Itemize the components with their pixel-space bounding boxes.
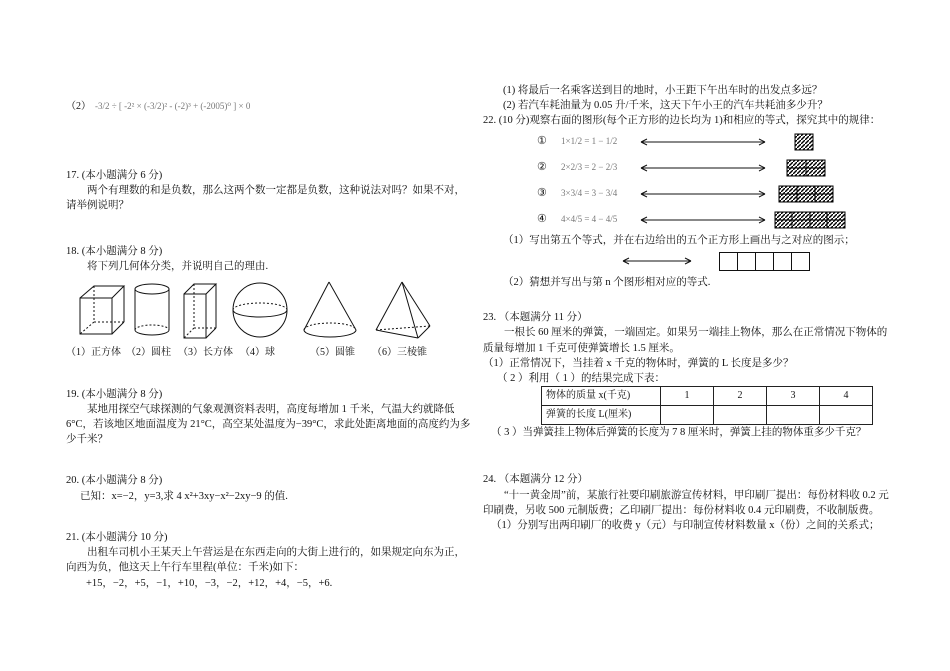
row-number-2: ②: [537, 160, 547, 173]
q21-heading: 21. (本小题满分 10 分): [66, 531, 168, 543]
solid-label-6: （6）三棱锥: [372, 347, 427, 359]
table-cell-blank[interactable]: [820, 406, 873, 425]
hatched-blocks-2: [785, 158, 845, 178]
blank-square[interactable]: [737, 252, 756, 271]
solid-label-3: （3）长方体: [178, 347, 233, 359]
q18-text: 将下列几何体分类，并说明自己的理由.: [87, 260, 269, 272]
table-cell: 3: [767, 387, 820, 406]
table-row-label-mass: 物体的质量 x(千克): [542, 387, 661, 406]
q23-sub3: （ 3 ）当弹簧挂上物体后弹簧的长度为 7 8 厘米时，弹簧上挂的物体重多少千克？: [491, 427, 867, 439]
row-equation-1: 1×1/2 = 1 − 1/2: [561, 136, 618, 147]
q21-sub1: (1) 将最后一名乘客送到目的地时，小王距下午出车时的出发点多远？: [503, 85, 823, 96]
q22-pattern-4: [483, 207, 893, 233]
pyramid-shape: [376, 282, 430, 338]
row-number-3: ③: [537, 186, 547, 199]
solids-labels: [66, 346, 471, 361]
q19-text: 某地用探空气球探测的气象观测资料表明，高度每增加 1 千米，气温大约就降低 6°C，若该地区地面温度为 21°C，高空某处温度为−39°C，求此处距离地面的高度约为多少千米？: [66, 403, 471, 446]
table-cell: 1: [661, 387, 714, 406]
q24-sub1: （1）分别写出两印刷厂的收费 y（元）与印制宣传材料数量 x（份）之间的关系式；: [491, 520, 880, 532]
q24-heading: 24. （本题满分 12 分）: [483, 474, 588, 486]
q22-answer-squares-row: [621, 252, 893, 271]
five-blank-squares[interactable]: [719, 252, 809, 271]
table-row: [542, 387, 873, 406]
q22-sub2: （2）猜想并写出与第 n 个图形相对应的等式.: [503, 276, 711, 288]
q18-heading: 18. (本小题满分 8 分): [66, 245, 163, 257]
q20-text: 已知：x=−2，y=3,求 4 x²+3xy−x²−2xy−9 的值.: [80, 490, 288, 502]
row-number-1: ①: [537, 134, 547, 147]
q22-sub1: （1）写出第五个等式，并在右边给出的五个正方形上画出与之对应的图示；: [503, 234, 855, 246]
table-cell: 2: [714, 387, 767, 406]
row-number-4: ④: [537, 212, 547, 225]
hatched-blocks-1: [793, 132, 853, 152]
double-arrow: [639, 189, 767, 199]
double-arrow: [639, 163, 767, 173]
q22-pattern-2: [483, 155, 893, 181]
left-column: [66, 90, 471, 591]
q17-text: 两个有理数的和是负数，那么这两个数一定都是负数，这种说法对吗？如果不对，请举例说明？: [66, 185, 465, 212]
q22-heading: 22. (10 分)观察右面的图形(每个正方形的边长均为 1)和相应的等式，探究其中的规律：: [483, 115, 881, 127]
question-20: [66, 473, 471, 503]
table-cell-blank[interactable]: [767, 406, 820, 425]
question-23: [483, 310, 893, 440]
question-17: [66, 168, 471, 214]
q16-part2-expression: -3/2 ÷ [ -2² × (-3/2)² - (-2)³ + (-2005)⁰ ] × 0: [95, 101, 251, 112]
table-row-label-length: 弹簧的长度 L(厘米): [542, 406, 661, 425]
double-arrow: [621, 256, 693, 266]
question-22: [483, 113, 893, 290]
hatched-blocks-4: [773, 210, 853, 230]
cuboid-shape: [184, 284, 216, 338]
q23-sub2: （ 2 ）利用（ 1 ）的结果完成下表：: [497, 372, 665, 384]
sphere-shape: [233, 283, 287, 337]
question-18: [66, 244, 471, 361]
q22-pattern-1: [483, 129, 893, 155]
table-row: [542, 406, 873, 425]
q16-part2-label: （2）: [66, 100, 91, 112]
table-cell: 4: [820, 387, 873, 406]
double-arrow: [639, 215, 767, 225]
question-19: [66, 387, 471, 448]
solid-label-1: （1）正方体: [66, 347, 121, 359]
cylinder-shape: [135, 284, 169, 335]
cube-shape: [80, 286, 124, 334]
blank-square[interactable]: [773, 252, 792, 271]
blank-square[interactable]: [791, 252, 810, 271]
table-cell-blank[interactable]: [661, 406, 714, 425]
q23-table: [541, 386, 873, 425]
blank-square[interactable]: [755, 252, 774, 271]
question-24: [483, 472, 893, 533]
solids-figure: [66, 280, 466, 342]
row-equation-3: 3×3/4 = 3 − 3/4: [561, 188, 618, 199]
q20-heading: 20. (本小题满分 8 分): [66, 475, 163, 487]
q21-text: 出租车司机小王某天上午营运是在东西走向的大街上进行的，如果规定向东为正，向西为负，他这天上午行车里程(单位：千米)如下：: [66, 547, 465, 574]
q24-text: “十一黄金周”前，某旅行社要印刷旅游宣传材料，甲印刷厂提出：每份材料收 0.2 元印刷费，另收 500 元制版费；乙印刷厂提出：每份材料收 0.4 元印刷费，不收制版费。: [483, 489, 889, 516]
q23-text: 一根长 60 厘米的弹簧，一端固定。如果另一端挂上物体，那么在正常情况下物体的质量每增加 1 千克可使弹簧增长 1.5 厘米。: [483, 327, 888, 354]
row-equation-4: 4×4/5 = 4 − 4/5: [561, 214, 618, 225]
cone-shape: [304, 282, 356, 337]
row-equation-2: 2×2/3 = 2 − 2/3: [561, 162, 618, 173]
q21-sub2: (2) 若汽车耗油量为 0.05 升/千米，这天下午小王的汽车共耗油多少升？: [503, 100, 828, 112]
blank-square[interactable]: [719, 252, 738, 271]
table-cell-blank[interactable]: [714, 406, 767, 425]
q22-pattern-3: [483, 181, 893, 207]
q23-sub1: （1）正常情况下，当挂着 x 千克的物体时，弹簧的 L 长度是多少？: [483, 357, 794, 369]
q19-heading: 19. (本小题满分 8 分): [66, 388, 163, 400]
right-column: [483, 83, 893, 533]
q16-part2: [66, 90, 471, 124]
solid-label-4: （4）球: [240, 347, 275, 359]
solid-label-5: （5）圆锥: [310, 347, 355, 359]
double-arrow: [639, 137, 767, 147]
question-21: [66, 530, 471, 591]
hatched-blocks-3: [777, 184, 847, 204]
q23-heading: 23. （本题满分 11 分）: [483, 312, 588, 324]
q17-heading: 17. (本小题满分 6 分): [66, 170, 163, 181]
q21-data: +15，−2，+5，−1，+10，−3，−2，+12，+4，−5，+6.: [86, 577, 333, 589]
solid-label-2: （2）圆柱: [126, 347, 171, 359]
